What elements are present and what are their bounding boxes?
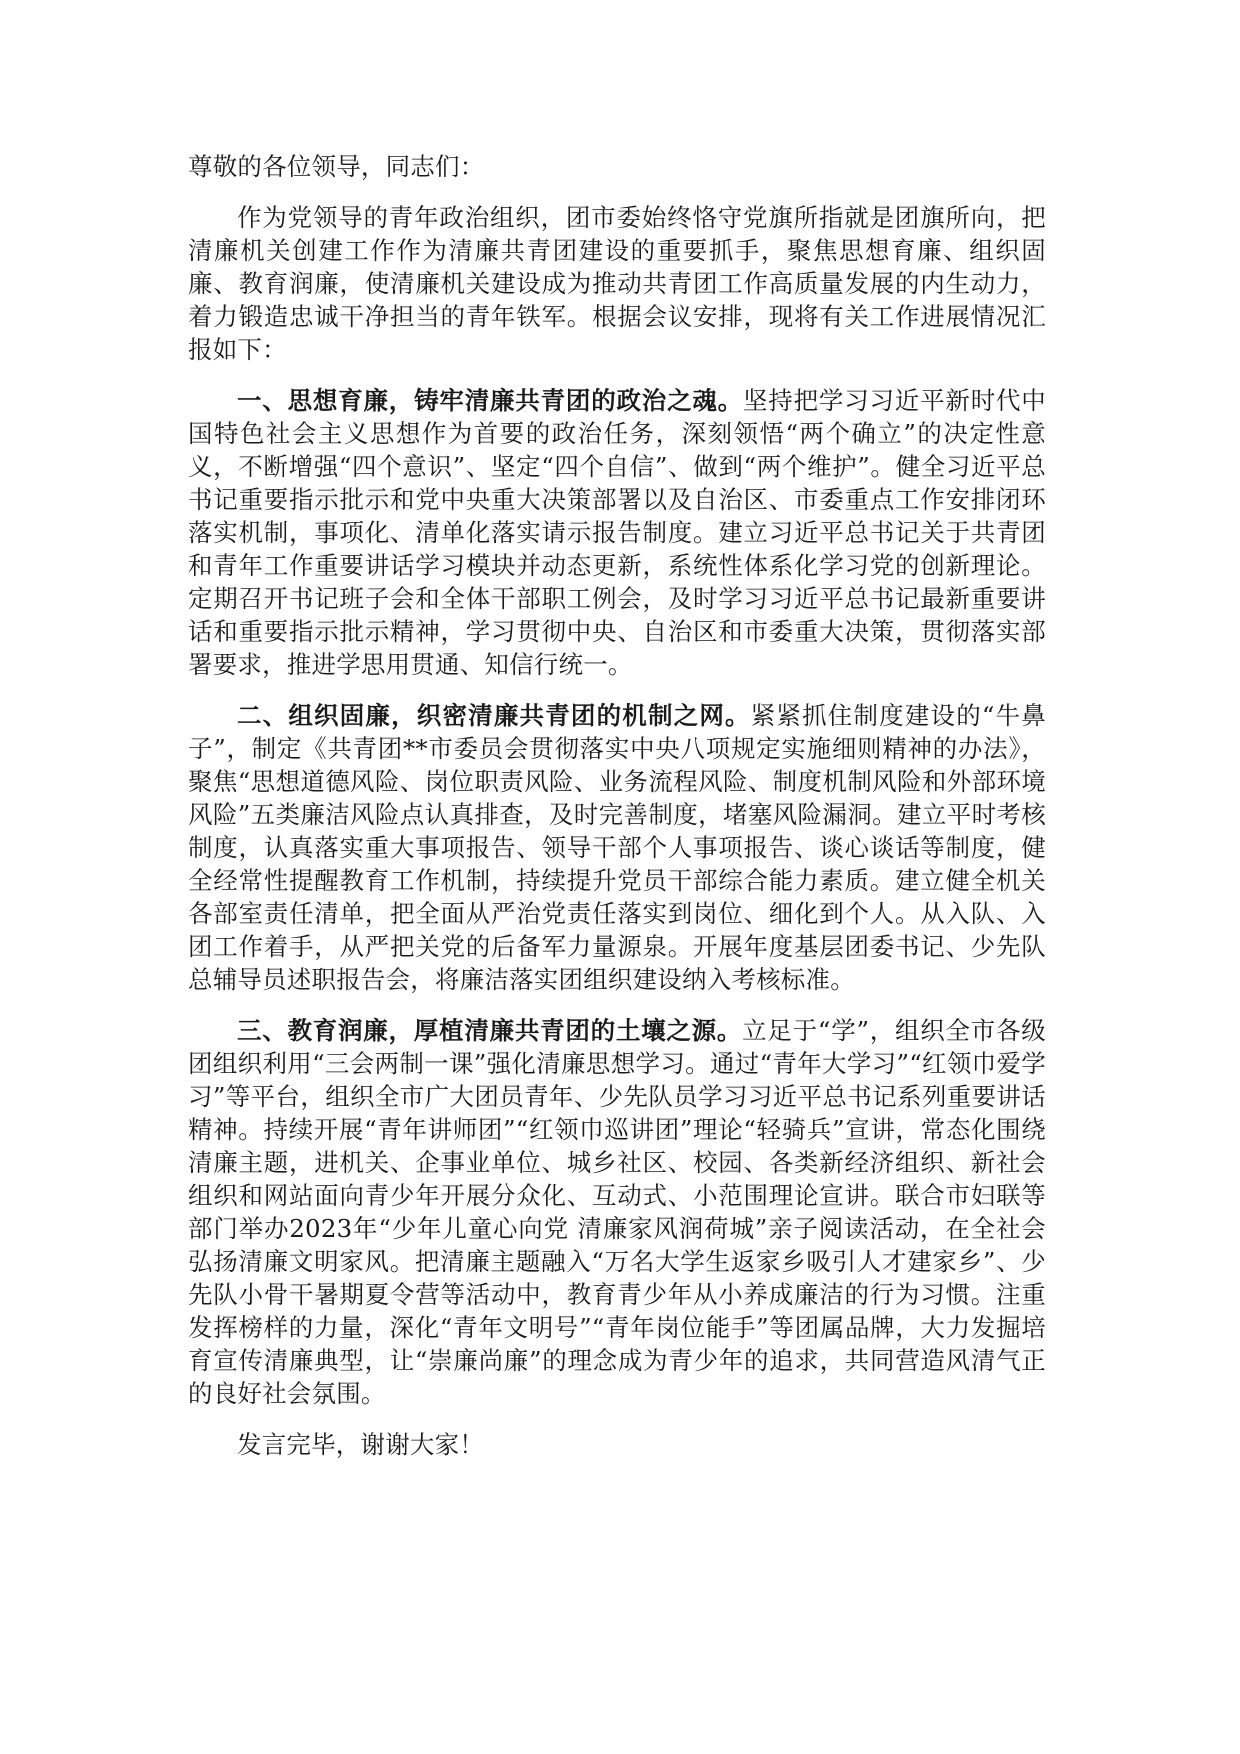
closing-remark: 发言完毕，谢谢大家！ — [237, 1430, 484, 1459]
section-body-2: 紧紧抓住制度建设的“牛鼻子”，制定《共青团**市委员会贯彻落实中央八项规定实施细则精神的办法》，聚焦“思想道德风险、岗位职责风险、业务流程风险、制度机制风险和外部环境风险”五类廉洁风险点认真排查，及时完善制度，堵塞风险漏洞。建立平时考核制度，认真落实重大事项报告、领导干部个人事项报告、谈心谈话等制度，健全经常性提醒教育工作机制，持续提升党员干部综合能力素质。建立健全机关各部室责任清单，把全面从严治党责任落实到岗位、细化到个人。从入队、入团工作着手，从严把关党的后备军力量源泉。开展年度基层团委书记、少先队总辅导员述职报告会，将廉洁落实团组织建设纳入考核标准。 — [188, 701, 1046, 994]
section-heading-1: 一、思想育廉，铸牢清廉共青团的政治之魂。 — [237, 386, 743, 415]
salutation: 尊敬的各位领导，同志们： — [188, 152, 485, 181]
section-paragraph-3 — [188, 1014, 1046, 1410]
section-body-3: 立足于“学”，组织全市各级团组织利用“三会两制一课”强化清廉思想学习。通过“青年大学习”“红领巾爱学习”等平台，组织全市广大团员青年、少先队员学习习近平总书记系列重要讲话精神。持续开展“青年讲师团”“红领巾巡讲团”理论“轻骑兵”宣讲，常态化围绕清廉主题，进机关、企事业单位、城乡社区、校园、各类新经济组织、新社会组织和网站面向青少年开展分众化、互动式、小范围理论宣讲。联合市妇联等部门举办2023年“少年儿童心向党 清廉家风润荷城”亲子阅读活动，在全社会弘扬清廉文明家风。把清廉主题融入“万名大学生返家乡吸引人才建家乡”、少先队小骨干暑期夏令营等活动中，教育青少年从小养成廉洁的行为习惯。注重发挥榜样的力量，深化“青年文明号”“青年岗位能手”等团属品牌，大力发掘培育宣传清廉典型，让“崇廉尚廉”的理念成为青少年的追求，共同营造风清气正的良好社会氛围。 — [188, 1016, 1046, 1408]
section-heading-2: 二、组织固廉，织密清廉共青团的机制之网。 — [237, 701, 751, 730]
speech-body — [188, 150, 1046, 1479]
section-paragraph-2 — [188, 699, 1046, 996]
section-heading-3: 三、教育润廉，厚植清廉共青团的土壤之源。 — [237, 1016, 743, 1045]
section-paragraph-1 — [188, 384, 1046, 681]
section-body-1: 坚持把学习习近平新时代中国特色社会主义思想作为首要的政治任务，深刻领悟“两个确立”的决定性意义，不断增强“四个意识”、坚定“四个自信”、做到“两个维护”。健全习近平总书记重要指示批示和党中央重大决策部署以及自治区、市委重点工作安排闭环落实机制，事项化、清单化落实请示报告制度。建立习近平总书记关于共青团和青年工作重要讲话学习模块并动态更新，系统性体系化学习党的创新理论。定期召开书记班子会和全体干部职工例会，及时学习习近平总书记最新重要讲话和重要指示批示精神，学习贯彻中央、自治区和市委重大决策，贯彻落实部署要求，推进学思用贯通、知信行统一。 — [188, 386, 1046, 679]
intro-paragraph: 作为党领导的青年政治组织，团市委始终恪守党旗所指就是团旗所向，把清廉机关创建工作作为清廉共青团建设的重要抓手，聚焦思想育廉、组织固廉、教育润廉，使清廉机关建设成为推动共青团工作高质量发展的内生动力，着力锻造忠诚干净担当的青年铁军。根据会议安排，现将有关工作进展情况汇报如下： — [188, 203, 1046, 364]
